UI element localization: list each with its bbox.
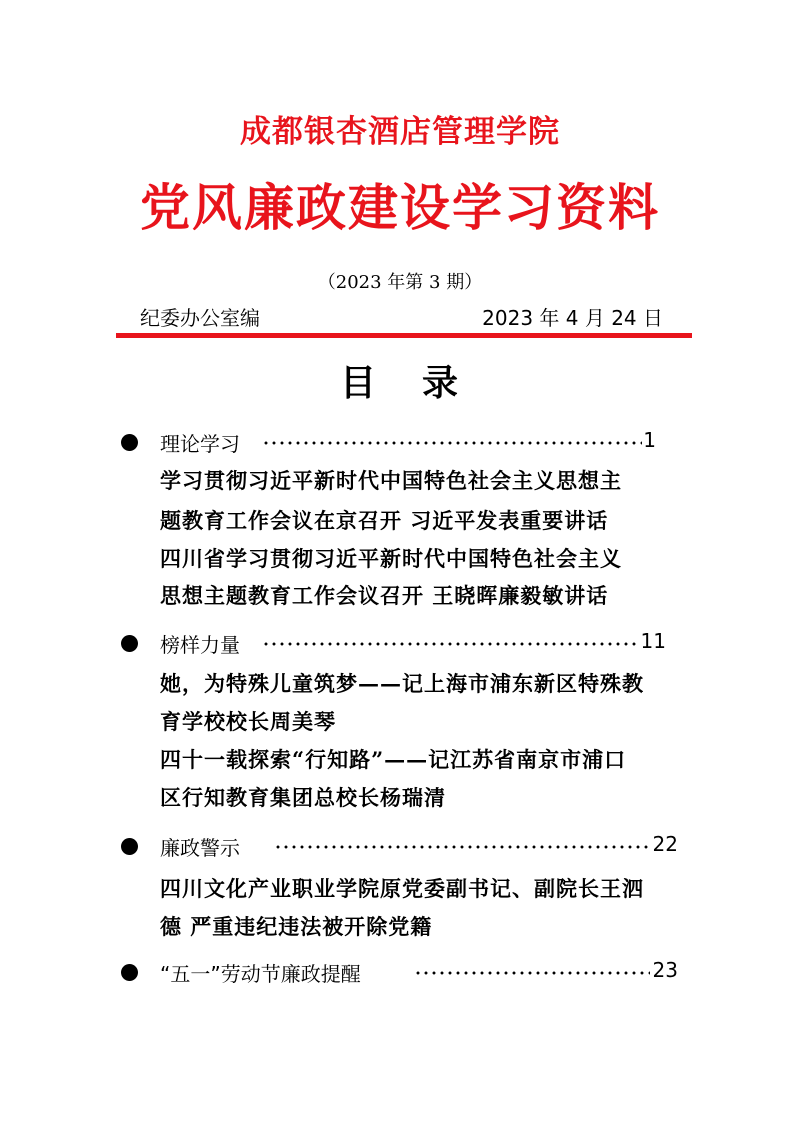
bullet-icon: [121, 838, 138, 855]
toc-entry-line: 思想主题教育工作会议召开 王晓晖廉毅敏讲话: [160, 583, 609, 608]
toc-section-title: 理论学习: [160, 432, 240, 456]
leader-dots: [274, 844, 652, 850]
toc-section-title: 廉政警示: [160, 836, 240, 860]
toc-entry-line: 她，为特殊儿童筑梦——记上海市浦东新区特殊教: [160, 671, 644, 696]
editor-line: 纪委办公室编: [140, 306, 260, 330]
toc-page-number: 11: [640, 629, 666, 653]
toc-heading-char-1: 目: [339, 362, 378, 404]
toc-heading-char-2: 录: [422, 362, 461, 404]
toc-entry-line: 四川文化产业职业学院原党委副书记、副院长王泗: [160, 876, 644, 901]
bullet-icon: [121, 434, 138, 451]
toc-page-number: 23: [652, 958, 678, 982]
bullet-icon: [121, 635, 138, 652]
leader-dots: [414, 970, 650, 976]
toc-entry-line: 德 严重违纪违法被开除党籍: [160, 914, 433, 939]
publication-date: 2023 年 4 月 24 日: [482, 306, 663, 330]
issue-number: （2023 年第 3 期）: [317, 272, 483, 293]
leader-dots: [262, 641, 640, 647]
toc-section-header[interactable]: [0, 834, 800, 862]
toc-entry-line: 区行知教育集团总校长杨瑞清: [160, 785, 446, 810]
toc-section-header[interactable]: [0, 960, 800, 988]
leader-dots: [262, 440, 642, 446]
toc-page-number: 1: [643, 428, 656, 452]
toc-entry-line: 育学校校长周美琴: [160, 709, 336, 734]
toc-section-title: 榜样力量: [160, 633, 240, 657]
institution-name: 成都银杏酒店管理学院: [240, 114, 560, 150]
publication-title: 党风廉政建设学习资料: [140, 178, 660, 237]
toc-section-header[interactable]: [0, 631, 800, 659]
toc-page-number: 22: [652, 832, 678, 856]
toc-entry-line: 四十一载探索“行知路”——记江苏省南京市浦口: [160, 747, 627, 772]
toc-section-title: “五一”劳动节廉政提醒: [160, 962, 361, 986]
red-divider: [116, 333, 692, 338]
toc-entry-line: 四川省学习贯彻习近平新时代中国特色社会主义: [160, 546, 622, 571]
bullet-icon: [121, 964, 138, 981]
toc-entry-line: 题教育工作会议在京召开 习近平发表重要讲话: [160, 508, 609, 533]
toc-section-header[interactable]: [0, 430, 800, 458]
toc-heading: [0, 355, 800, 406]
toc-entry-line: 学习贯彻习近平新时代中国特色社会主义思想主: [160, 468, 622, 493]
